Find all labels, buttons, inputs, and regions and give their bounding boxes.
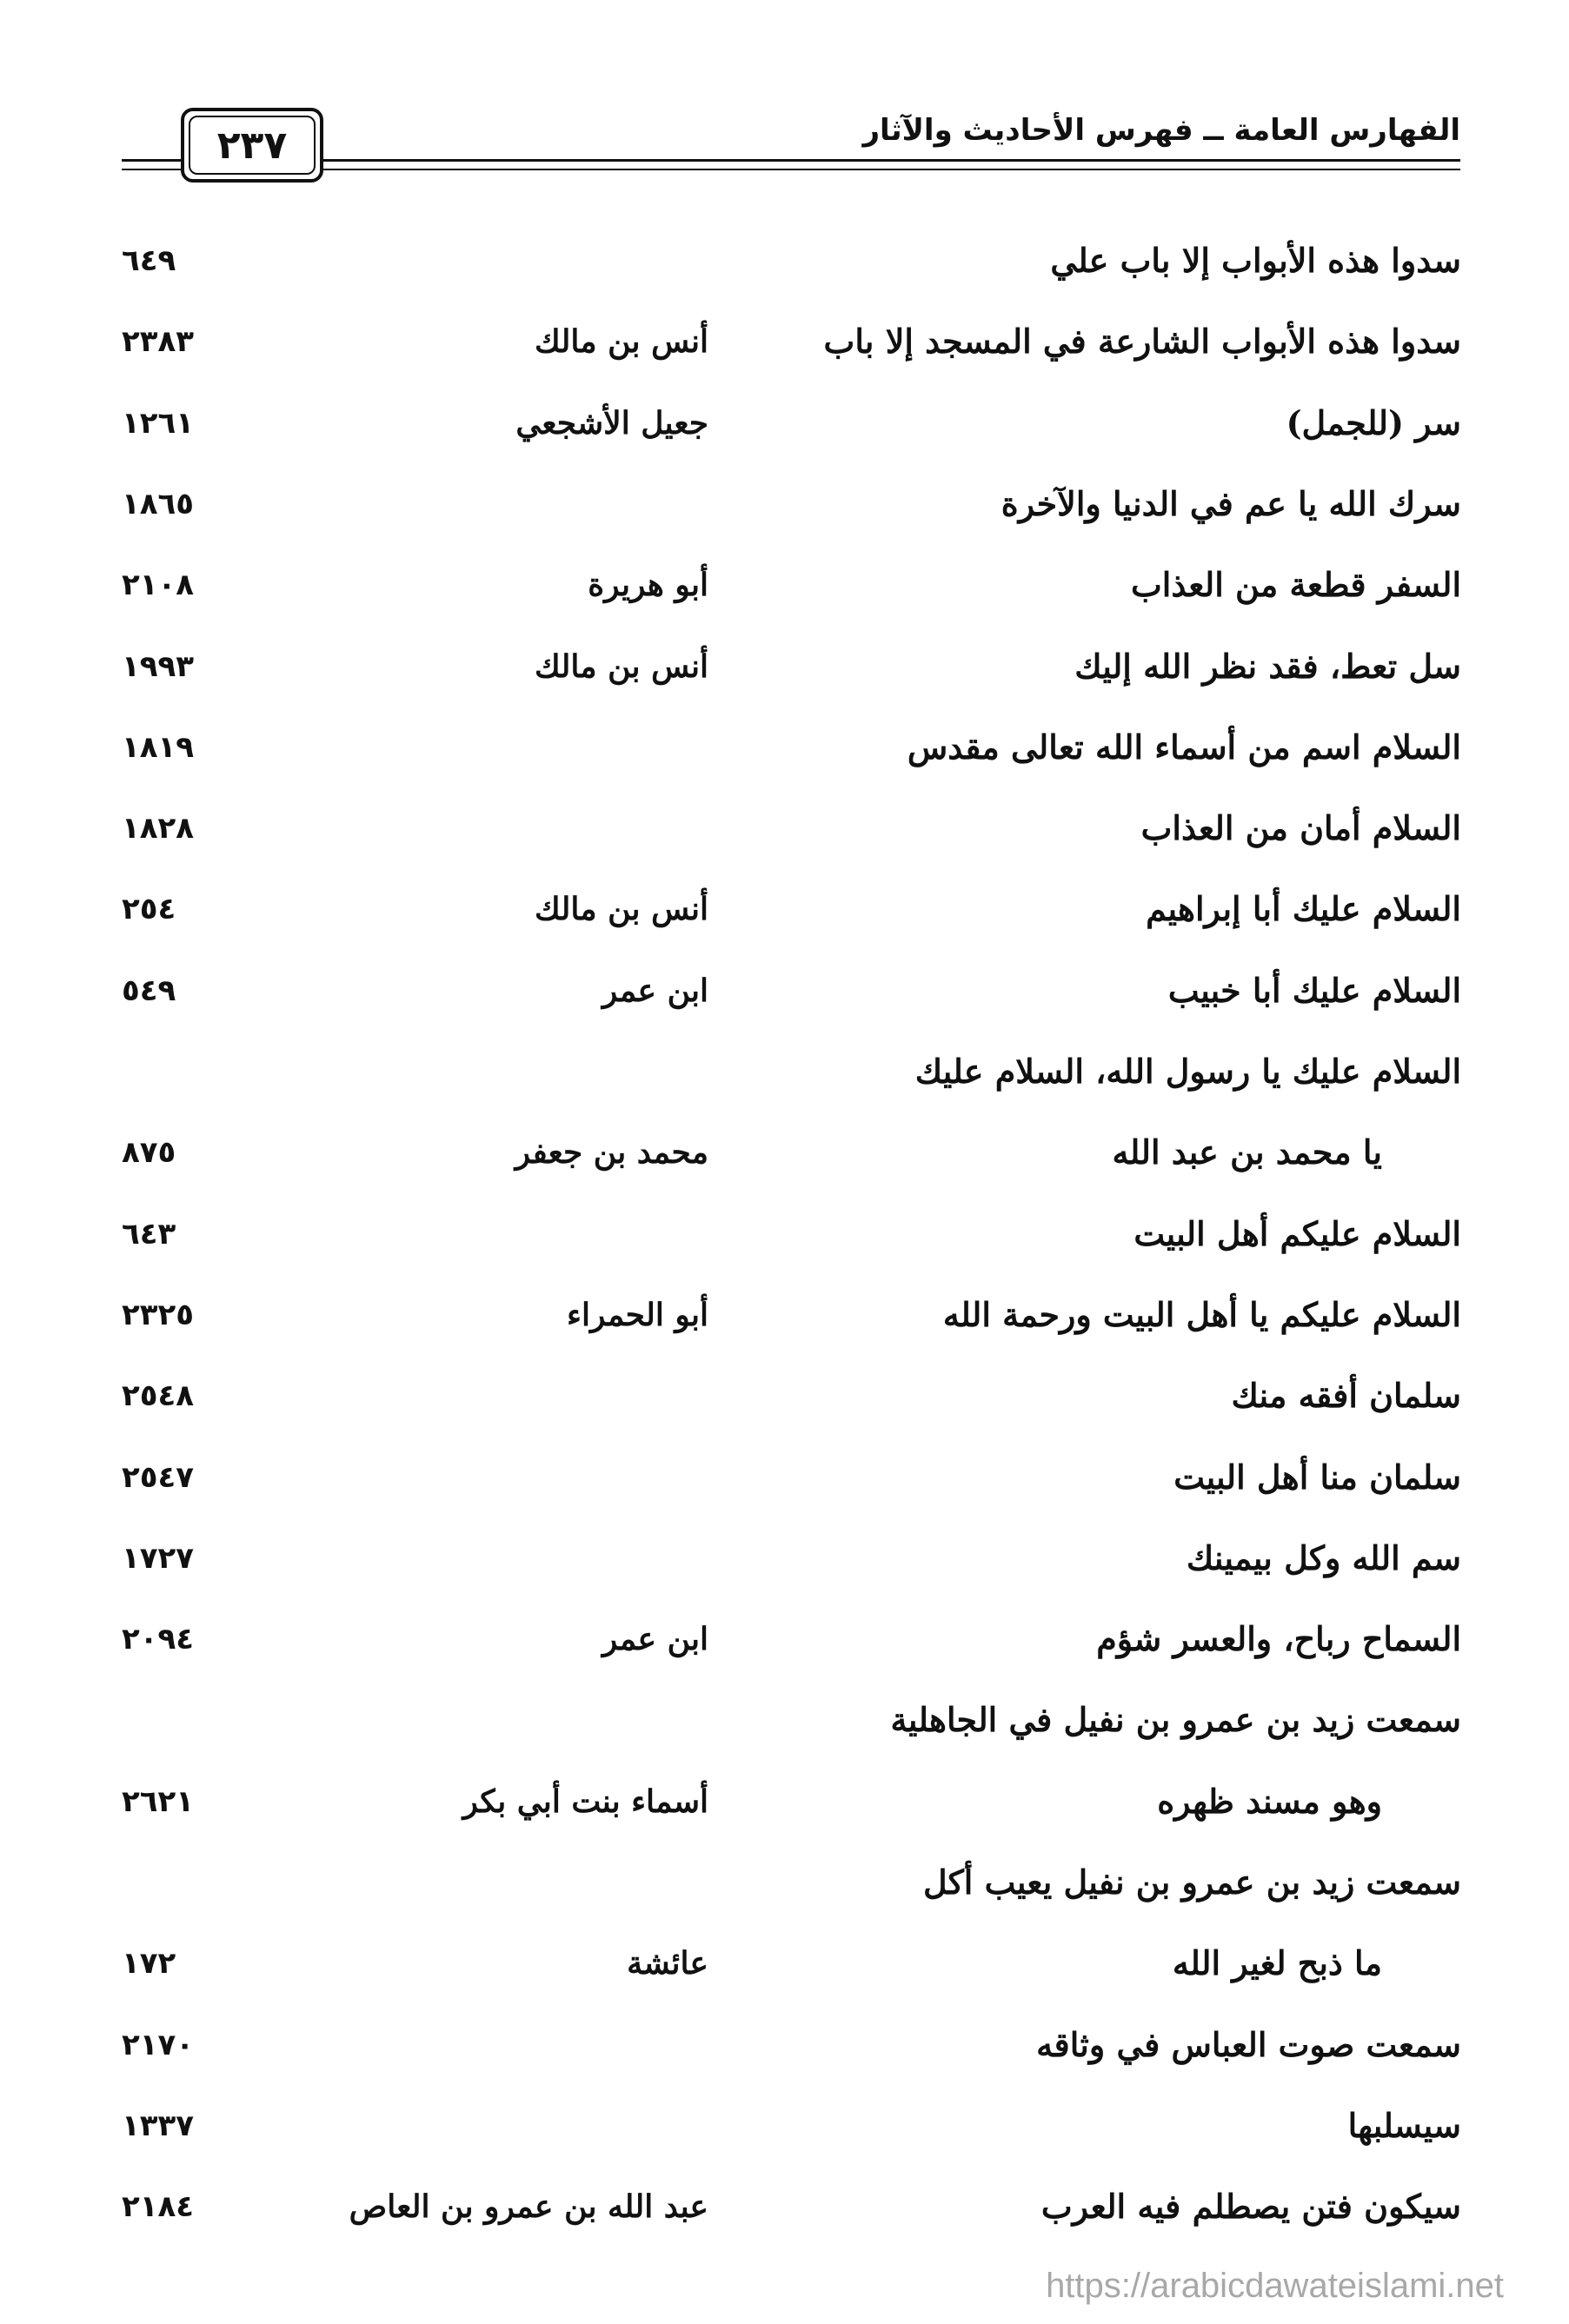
- narrator-name: أبو هريرة: [588, 567, 708, 603]
- index-entry: [0, 1361, 1569, 1431]
- narrator-name: محمد بن جعفر: [515, 1134, 708, 1171]
- hadith-number: ٢٥٤: [122, 892, 176, 926]
- hadith-text: السلام عليك أبا خبيب: [1167, 971, 1461, 1010]
- hadith-text: السلام عليكم أهل البيت: [1134, 1214, 1461, 1253]
- hadith-text: سيسلبها: [1347, 2106, 1461, 2145]
- index-entry: [0, 1443, 1569, 1512]
- hadith-text: وهو مسند ظهره: [1157, 1782, 1382, 1821]
- index-entry: [0, 388, 1569, 458]
- hadith-text: السفر قطعة من العذاب: [1131, 565, 1461, 604]
- hadith-number: ٦٤٣: [122, 1217, 176, 1252]
- index-entry: [0, 2091, 1569, 2161]
- index-entry: [0, 632, 1569, 701]
- hadith-text: سمعت صوت العباس في وثاقه: [1036, 2025, 1461, 2064]
- index-entry: [0, 1848, 1569, 1917]
- hadith-text: السلام عليك أبا إبراهيم: [1146, 889, 1461, 928]
- hadith-number: ٢٣٢٥: [122, 1298, 195, 1332]
- hadith-number: ١٧٢: [122, 1946, 176, 1981]
- index-entry: [0, 1685, 1569, 1755]
- index-entry: [0, 2172, 1569, 2241]
- header-title: الفهارس العامة ــ فهرس الأحاديث والآثار: [862, 113, 1460, 148]
- narrator-name: جعيل الأشجعي: [515, 405, 708, 442]
- hadith-number: ٢٥٤٨: [122, 1378, 195, 1413]
- index-entry: [0, 1604, 1569, 1674]
- index-entry: [0, 1767, 1569, 1836]
- hadith-text: ما ذبح لغير الله: [1172, 1943, 1382, 1982]
- hadith-number: ٢٦٢١: [122, 1784, 195, 1819]
- hadith-text: سدوا هذه الأبواب إلا باب علي: [1050, 241, 1461, 280]
- hadith-number: ٢٠٩٤: [122, 1622, 195, 1657]
- hadith-number: ١٩٩٣: [122, 649, 195, 684]
- hadith-text: السماح رباح، والعسر شؤم: [1096, 1619, 1461, 1658]
- index-entry: [0, 1037, 1569, 1106]
- index-entry: [0, 307, 1569, 376]
- index-entry: [0, 874, 1569, 944]
- hadith-text: سلمان أفقه منك: [1231, 1376, 1461, 1415]
- hadith-number: ٥٤٩: [122, 973, 176, 1008]
- hadith-number: ١٣٣٧: [122, 2108, 195, 2143]
- index-entry: [0, 550, 1569, 620]
- index-entry: [0, 1280, 1569, 1350]
- hadith-number: ١٨٢٨: [122, 811, 195, 846]
- narrator-name: أبو الحمراء: [567, 1297, 708, 1333]
- watermark-url: https://arabicdawateislami.net: [1046, 2267, 1504, 2305]
- index-entry: [0, 1118, 1569, 1187]
- hadith-text: السلام عليك يا رسول الله، السلام عليك: [914, 1052, 1461, 1091]
- narrator-name: أنس بن مالك: [535, 323, 708, 360]
- hadith-number: ١٧٢٧: [122, 1541, 195, 1576]
- hadith-text: سم الله وكل بيمينك: [1186, 1538, 1461, 1577]
- index-entry: [0, 226, 1569, 295]
- narrator-name: أسماء بنت أبي بكر: [462, 1783, 708, 1820]
- index-entry: [0, 1524, 1569, 1593]
- hadith-number: ١٨٦٥: [122, 487, 195, 521]
- hadith-number: ٨٧٥: [122, 1135, 176, 1170]
- hadith-text: السلام عليكم يا أهل البيت ورحمة الله: [942, 1295, 1461, 1334]
- hadith-number: ٢٥٤٧: [122, 1460, 195, 1495]
- hadith-number: ٢٣٨٣: [122, 324, 195, 359]
- page-number: ٢٣٧: [189, 116, 316, 175]
- hadith-text: السلام أمان من العذاب: [1140, 808, 1461, 847]
- hadith-text: سدوا هذه الأبواب الشارعة في المسجد إلا باب: [823, 322, 1461, 361]
- index-entry: [0, 713, 1569, 782]
- narrator-name: ابن عمر: [602, 1621, 708, 1657]
- narrator-name: أنس بن مالك: [535, 648, 708, 685]
- hadith-text: يا محمد بن عبد الله: [1112, 1132, 1382, 1172]
- hadith-text: سمعت زيد بن عمرو بن نفيل في الجاهلية: [890, 1700, 1461, 1739]
- index-entry: [0, 1929, 1569, 1998]
- hadith-number: ٢١٠٨: [122, 568, 195, 602]
- hadith-text: سرك الله يا عم في الدنيا والآخرة: [1001, 484, 1461, 523]
- narrator-name: ابن عمر: [602, 973, 708, 1009]
- hadith-number: ١٨١٩: [122, 730, 195, 765]
- index-entry: [0, 469, 1569, 539]
- hadith-text: سلمان منا أهل البيت: [1173, 1457, 1461, 1497]
- index-entry: [0, 956, 1569, 1026]
- hadith-text: سر (للجمل): [1286, 403, 1461, 442]
- hadith-number: ١٢٦١: [122, 406, 195, 441]
- hadith-number: ٦٤٩: [122, 243, 176, 278]
- hadith-text: سيكون فتن يصطلم فيه العرب: [1040, 2187, 1461, 2226]
- index-entry: [0, 1199, 1569, 1269]
- index-entry: [0, 793, 1569, 863]
- narrator-name: عائشة: [627, 1945, 708, 1982]
- narrator-name: عبد الله بن عمرو بن العاص: [349, 2188, 708, 2225]
- hadith-number: ٢١٧٠: [122, 2028, 195, 2062]
- index-entry: [0, 2010, 1569, 2080]
- narrator-name: أنس بن مالك: [535, 891, 708, 927]
- hadith-number: ٢١٨٤: [122, 2189, 195, 2224]
- hadith-text: سل تعط، فقد نظر الله إليك: [1074, 647, 1461, 686]
- hadith-text: سمعت زيد بن عمرو بن نفيل يعيب أكل: [922, 1863, 1461, 1902]
- hadith-text: السلام اسم من أسماء الله تعالى مقدس: [907, 727, 1461, 767]
